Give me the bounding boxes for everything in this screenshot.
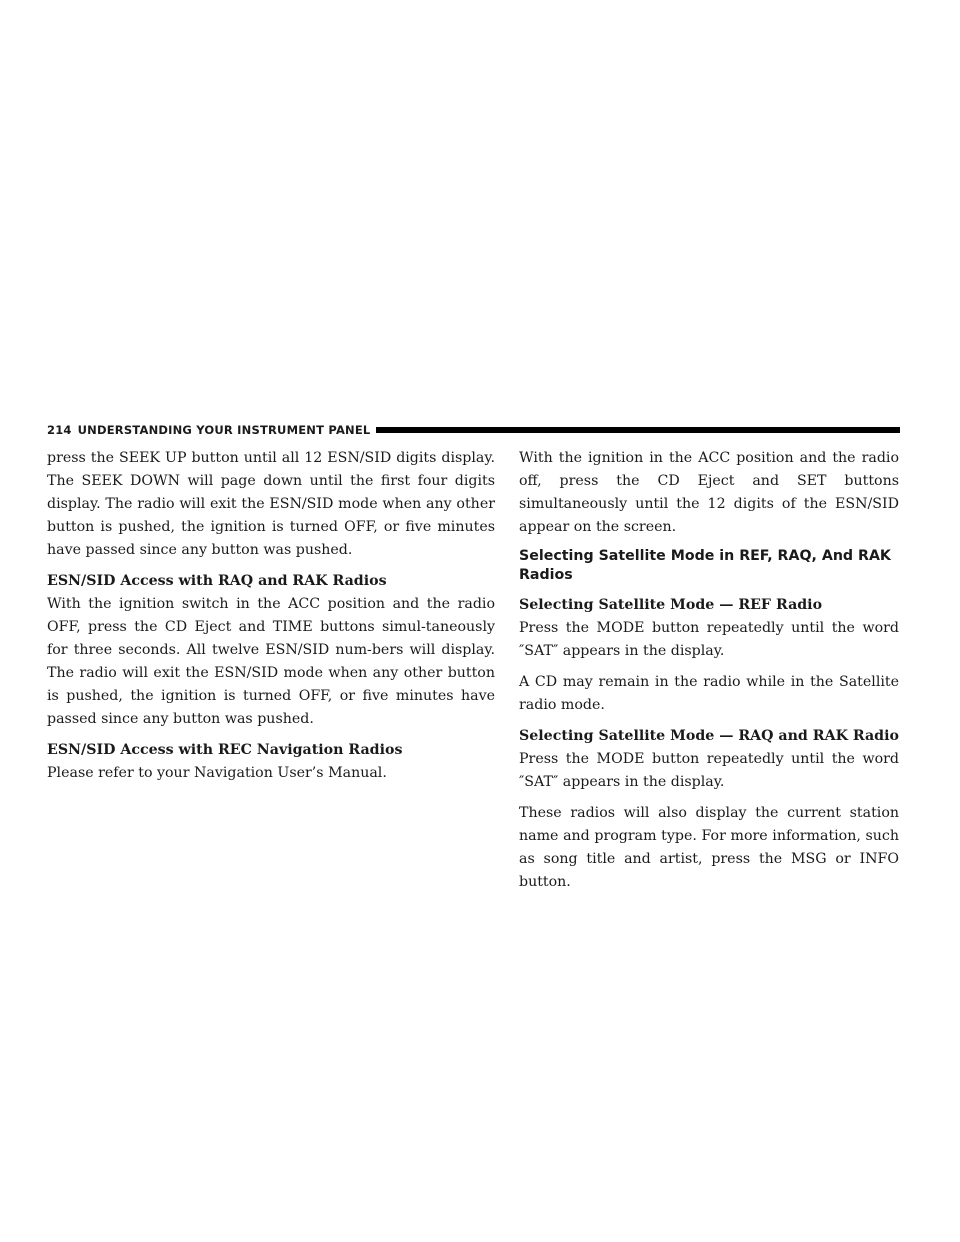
paragraph-raq-rak-text: With the ignition switch in the ACC position and the radio OFF, press the CD Eject and TIME buttons simul-taneously for three seconds. All twelve ESN/SID num-bers will display. The radio will exit the ESN/SID mode when any other button is pushed, the ignition is turned OFF, or five minutes have passed since any button was pushed. [47, 596, 495, 727]
run-in-heading-raq-rak-radio: Selecting Satellite Mode — RAQ and RAK Radio [519, 728, 899, 744]
header-rule [376, 427, 900, 433]
page-number: 214 [47, 423, 72, 437]
paragraph-seek-digits: press the SEEK UP button until all 12 ESN/SID digits display. The SEEK DOWN will page down until the first four digits display. The radio will exit the ESN/SID mode when any other button is pushed, the ignition is turned OFF, or five minutes have passed since any button was pushed. [47, 450, 495, 558]
section-heading-satellite-mode: Selecting Satellite Mode in REF, RAQ, And RAK Radios [519, 548, 891, 583]
paragraph-ref-radio [519, 594, 899, 663]
paragraph-raq-rak-radio [519, 725, 899, 794]
right-column [519, 447, 899, 902]
page-header [47, 423, 900, 437]
paragraph-station-info: These radios will also display the current station name and program type. For more information, such as song title and artist, press the MSG or INFO button. [519, 805, 899, 890]
paragraph-cd-remain: A CD may remain in the radio while in the Satellite radio mode. [519, 674, 899, 713]
paragraph-acc-eject-set: With the ignition in the ACC position and the radio off, press the CD Eject and SET buttons simultaneously until the 12 digits of the ESN/SID appear on the screen. [519, 450, 899, 535]
paragraph-raq-rak-radio-text: Press the MODE button repeatedly until the word ″SAT″ appears in the display. [519, 751, 899, 790]
paragraph-ref-text: Press the MODE button repeatedly until the word ″SAT″ appears in the display. [519, 620, 899, 659]
run-in-heading-raq-rak: ESN/SID Access with RAQ and RAK Radios [47, 573, 387, 589]
paragraph-raq-rak-access [47, 570, 495, 731]
run-in-heading-rec: ESN/SID Access with REC Navigation Radios [47, 742, 403, 758]
run-in-heading-ref: Selecting Satellite Mode — REF Radio [519, 597, 823, 613]
left-column [47, 447, 495, 793]
paragraph-rec-access [47, 739, 495, 785]
running-section-title: UNDERSTANDING YOUR INSTRUMENT PANEL [77, 423, 371, 437]
paragraph-rec-text: Please refer to your Navigation User’s Manual. [47, 765, 387, 781]
